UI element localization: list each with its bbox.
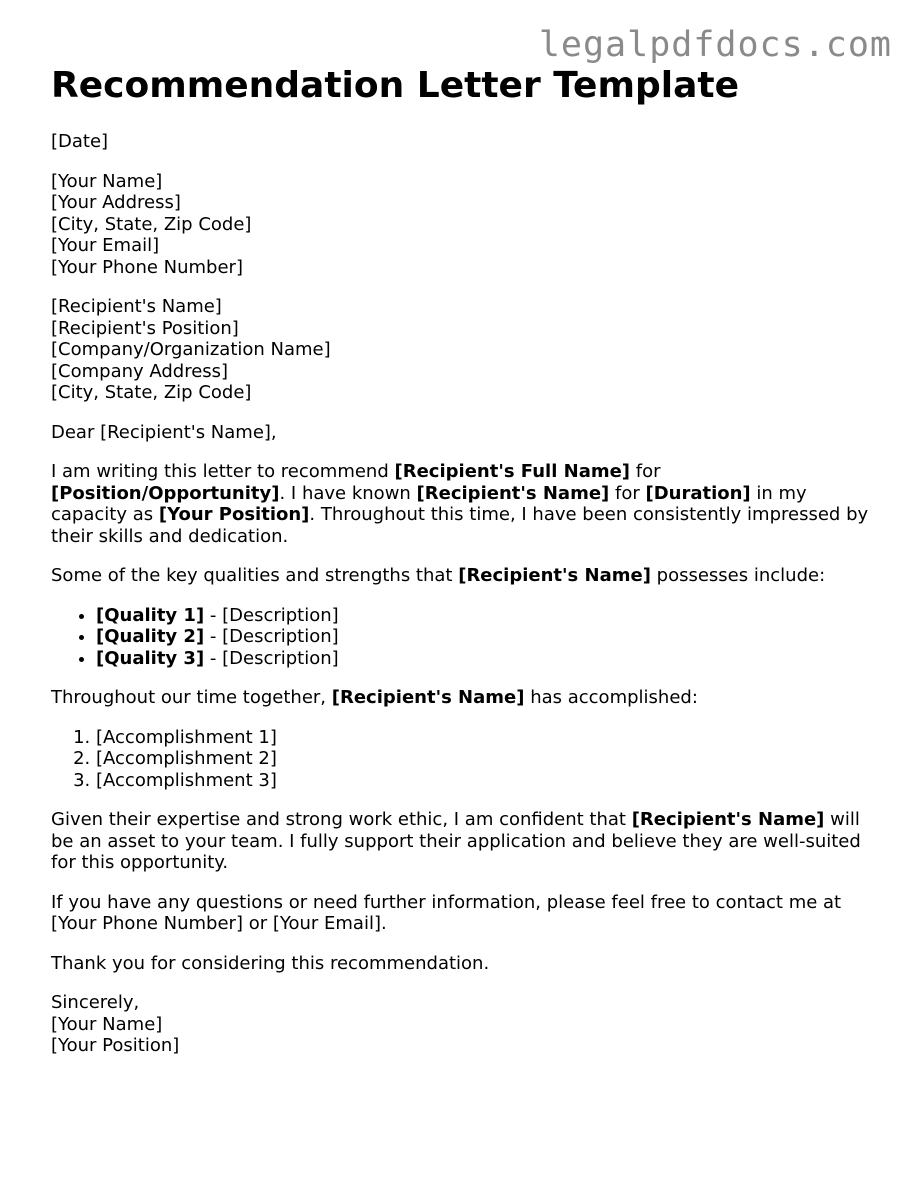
intro-duration: [Duration] (645, 482, 751, 504)
recipient-position: [Recipient's Position] (51, 317, 239, 339)
sender-name: [Your Name] (51, 170, 163, 192)
intro-text-6: . Throughout this time, I have been consistently impressed by their skills and dedication. (51, 504, 869, 547)
qualities-intro-name: [Recipient's Name] (458, 565, 651, 586)
intro-full-name: [Recipient's Full Name] (394, 461, 631, 482)
accomplishments-intro (51, 687, 881, 709)
intro-text-3: . I have known (279, 482, 417, 504)
page-title: Recommendation Letter Template (51, 65, 739, 106)
list-item (96, 605, 881, 627)
confidence-name: [Recipient's Name] (631, 809, 825, 830)
closing-position: [Your Position] (51, 1035, 180, 1056)
intro-position: [Position/Opportunity] (51, 482, 280, 504)
intro-text-4: for (609, 482, 646, 504)
quality-label: [Quality 1] (96, 604, 205, 626)
list-item (96, 648, 881, 670)
closing (51, 992, 881, 1057)
qualities-intro-text-2: possesses include: (650, 565, 826, 586)
confidence-text-2: will be an asset to your team. I fully support their application and believe they are well-suited for this opportunity. (51, 809, 861, 873)
salutation: Dear [Recipient's Name], (51, 421, 277, 443)
intro-your-position: [Your Position] (158, 504, 310, 525)
sender-phone: [Your Phone Number] (51, 256, 243, 278)
letter-body (51, 131, 881, 1057)
qualities-intro (51, 565, 881, 587)
recipient-address (51, 296, 881, 404)
quality-label: [Quality 2] (96, 626, 205, 647)
closing-sincerely: Sincerely, (51, 992, 140, 1013)
list-item (96, 626, 881, 648)
intro-paragraph (51, 461, 881, 547)
contact-paragraph: If you have any questions or need further information, please feel free to contact me at [Your Phone Number] or [Your Email]. (51, 891, 842, 934)
intro-name: [Recipient's Name] (416, 482, 610, 504)
intro-text-2: for (630, 461, 661, 482)
quality-description: - [Description] (204, 604, 339, 626)
confidence-paragraph (51, 809, 881, 874)
quality-description: - [Description] (204, 626, 339, 647)
intro-text-1: I am writing this letter to recommend (51, 461, 395, 482)
list-item: 3. [Accomplishment 3] (96, 770, 881, 792)
recipient-city: [City, State, Zip Code] (51, 382, 252, 403)
list-item: 2. [Accomplishment 2] (96, 748, 881, 770)
qualities-list (51, 605, 881, 670)
intro-text-5: in my capacity as (51, 482, 807, 525)
watermark: legalpdfdocs.com (538, 25, 892, 65)
thanks-paragraph: Thank you for considering this recommendation. (51, 952, 490, 974)
recipient-company: [Company/Organization Name] (51, 339, 331, 360)
accomplishments-list (51, 727, 881, 792)
recipient-company-address: [Company Address] (51, 360, 229, 382)
sender-city: [City, State, Zip Code] (51, 213, 252, 235)
qualities-intro-text-1: Some of the key qualities and strengths that (51, 565, 459, 586)
quality-label: [Quality 3] (96, 647, 205, 669)
accomplishments-intro-name: [Recipient's Name] (331, 687, 525, 708)
closing-name: [Your Name] (51, 1013, 163, 1035)
sender-address (51, 171, 881, 279)
accomplishments-intro-text-2: has accomplished: (524, 687, 698, 708)
letter-page (51, 64, 881, 1057)
sender-email: [Your Email] (51, 235, 160, 256)
recipient-name: [Recipient's Name] (51, 296, 222, 317)
quality-description: - [Description] (204, 647, 339, 669)
accomplishments-intro-text-1: Throughout our time together, (51, 687, 332, 708)
confidence-text-1: Given their expertise and strong work ethic, I am confident that (51, 809, 632, 830)
list-item: 1. [Accomplishment 1] (96, 727, 881, 749)
letter-date: [Date] (51, 131, 109, 152)
sender-street: [Your Address] (51, 192, 181, 213)
